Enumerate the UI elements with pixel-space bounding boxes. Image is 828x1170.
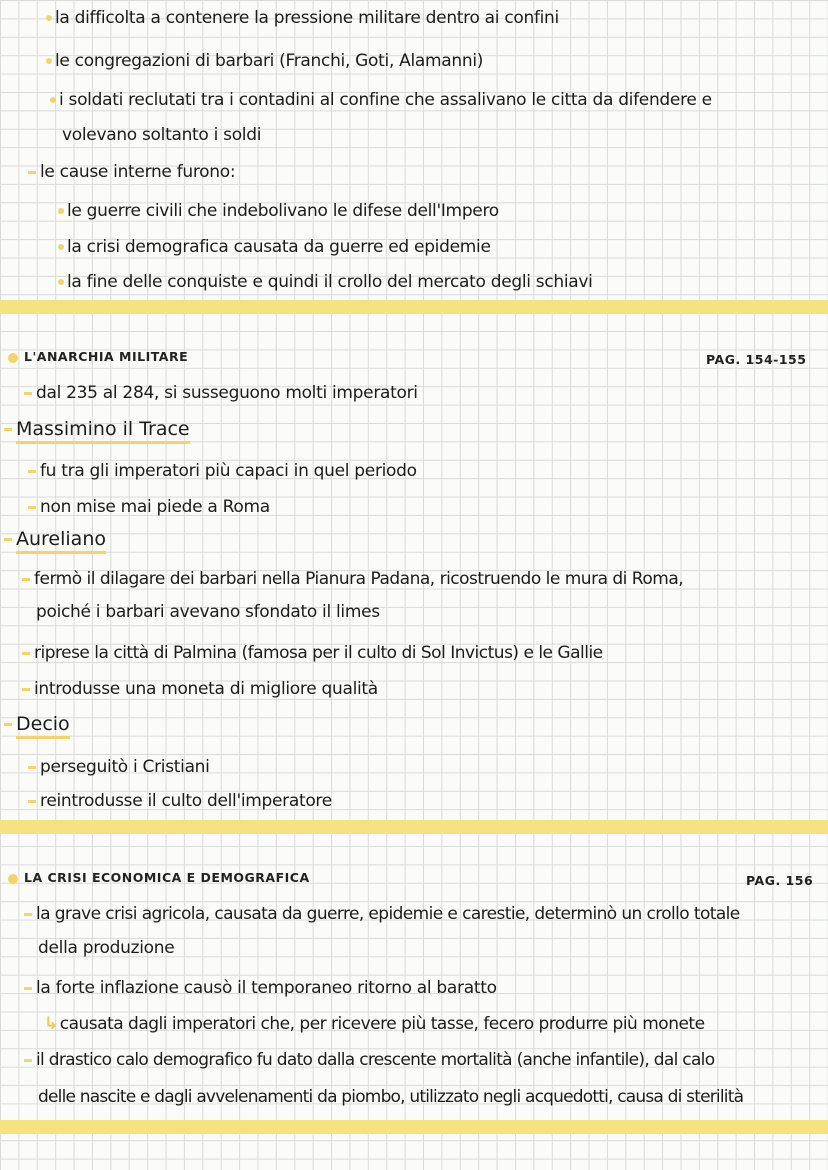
note-line: la difficolta a contenere la pressione militare dentro ai confini	[46, 8, 559, 28]
page-reference: PAG. 154-155	[706, 352, 807, 367]
note-line: non mise mai piede a Roma	[28, 497, 270, 517]
bullet-dot-icon	[58, 244, 64, 250]
note-line: perseguitò i Cristiani	[28, 757, 210, 777]
arrow-right-icon: ↳	[44, 1014, 58, 1034]
note-line: ↳ causata dagli imperatori che, per ricevere più tasse, fecero produrre più monete	[44, 1014, 705, 1034]
note-line: il drastico calo demografico fu dato dalla crescente mortalità (anche infantile), dal calo	[24, 1050, 714, 1070]
note-line: della produzione	[38, 938, 175, 958]
bullet-dot-icon	[46, 15, 52, 21]
bullet-dash-icon	[22, 652, 30, 655]
note-line: la fine delle conquiste e quindi il crollo del mercato degli schiavi	[58, 272, 593, 292]
bullet-dash-icon	[28, 766, 36, 769]
heading-dot-icon	[8, 874, 18, 884]
note-line: fermò il dilagare dei barbari nella Pianura Padana, ricostruendo le mura di Roma,	[22, 569, 683, 589]
bullet-dash-icon	[28, 506, 36, 509]
section-divider	[0, 820, 828, 834]
section-title: L'ANARCHIA MILITARE	[8, 349, 188, 364]
bullet-dash-icon	[22, 578, 30, 581]
emperor-name: Aureliano	[4, 528, 106, 550]
emperor-name: Decio	[4, 713, 70, 735]
bullet-dot-icon	[46, 58, 52, 64]
bullet-dash-icon	[28, 470, 36, 473]
bullet-dash-icon	[22, 688, 30, 691]
note-line: volevano soltanto i soldi	[62, 125, 262, 145]
note-line: reintrodusse il culto dell'imperatore	[28, 791, 332, 811]
note-line: le guerre civili che indebolivano le difese dell'Impero	[58, 201, 499, 221]
bullet-dash-icon	[28, 171, 36, 174]
bullet-dot-icon	[58, 208, 64, 214]
bullet-dash-icon	[4, 723, 12, 726]
note-line: le cause interne furono:	[28, 162, 235, 182]
bullet-dash-icon	[4, 538, 12, 541]
note-line: i soldati reclutati tra i contadini al confine che assalivano le citta da difendere e	[50, 90, 712, 110]
bullet-dash-icon	[24, 1059, 32, 1062]
note-line: le congregazioni di barbari (Franchi, Goti, Alamanni)	[46, 51, 483, 71]
section-divider	[0, 300, 828, 314]
note-line: poiché i barbari avevano sfondato il limes	[36, 602, 380, 622]
note-line: riprese la città di Palmina (famosa per il culto di Sol Invictus) e le Gallie	[22, 643, 603, 663]
section-title: LA CRISI ECONOMICA E DEMOGRAFICA	[8, 870, 310, 885]
bullet-dash-icon	[28, 800, 36, 803]
heading-dot-icon	[8, 353, 18, 363]
note-line: la grave crisi agricola, causata da guerre, epidemie e carestie, determinò un crollo totale	[24, 904, 740, 924]
emperor-name: Massimino il Trace	[4, 418, 190, 440]
note-line: la crisi demografica causata da guerre ed epidemie	[58, 237, 491, 257]
bullet-dash-icon	[24, 913, 32, 916]
section-divider	[0, 1120, 828, 1134]
note-line: introdusse una moneta di migliore qualità	[22, 679, 378, 699]
bullet-dot-icon	[58, 279, 64, 285]
bullet-dash-icon	[24, 392, 32, 395]
bullet-dash-icon	[24, 987, 32, 990]
bullet-dash-icon	[4, 428, 12, 431]
bullet-dot-icon	[50, 97, 56, 103]
note-line: dal 235 al 284, si susseguono molti imperatori	[24, 383, 418, 403]
note-line: delle nascite e dagli avvelenamenti da piombo, utilizzato negli acquedotti, causa di sterilità	[38, 1087, 744, 1107]
page-reference: PAG. 156	[746, 873, 814, 888]
note-line: fu tra gli imperatori più capaci in quel periodo	[28, 461, 417, 481]
note-line: la forte inflazione causò il temporaneo ritorno al baratto	[24, 978, 497, 998]
